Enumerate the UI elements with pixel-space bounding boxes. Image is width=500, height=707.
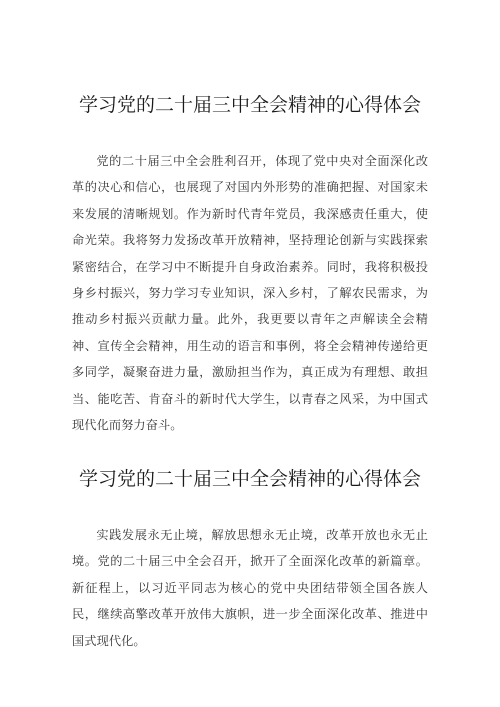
section-1-title: 学习党的二十届三中全会精神的心得体会 bbox=[78, 94, 421, 116]
section-2-body: 实践发展永无止境，解放思想永无止境，改革开放也永无止境。党的二十届三中全会召开，掀开了全面深化改革的新篇章。新征程上，以习近平同志为核心的党中央团结带领全国各族人民，继续高擎改革开放伟大旗帜，进一步全面深化改革、推进中国式现代化。 bbox=[72, 528, 428, 648]
section-2-title: 学习党的二十届三中全会精神的心得体会 bbox=[78, 468, 421, 490]
section-1-body: 党的二十届三中全会胜利召开，体现了党中央对全面深化改革的决心和信心，也展现了对国内外形势的准确把握、对国家未来发展的清晰规划。作为新时代青年党员，我深感责任重大，使命光荣。我将努力发扬改革开放精神，坚持理论创新与实践探索紧密结合，在学习中不断提升自身政治素养。同时，我将积极投身乡村振兴，努力学习专业知识，深入乡村，了解农民需求，为推动乡村振兴贡献力量。此外，我更要以青年之声解读全会精神、宣传全会精神，用生动的语言和事例，将全会精神传递给更多同学，凝聚奋进力量，激励担当作为，真正成为有理想、敢担当、能吃苦、肯奋斗的新时代大学生，以青春之风采，为中国式现代化而努力奋斗。 bbox=[72, 154, 428, 433]
essay-section-2 bbox=[72, 466, 428, 654]
essay-section-1 bbox=[72, 92, 428, 438]
